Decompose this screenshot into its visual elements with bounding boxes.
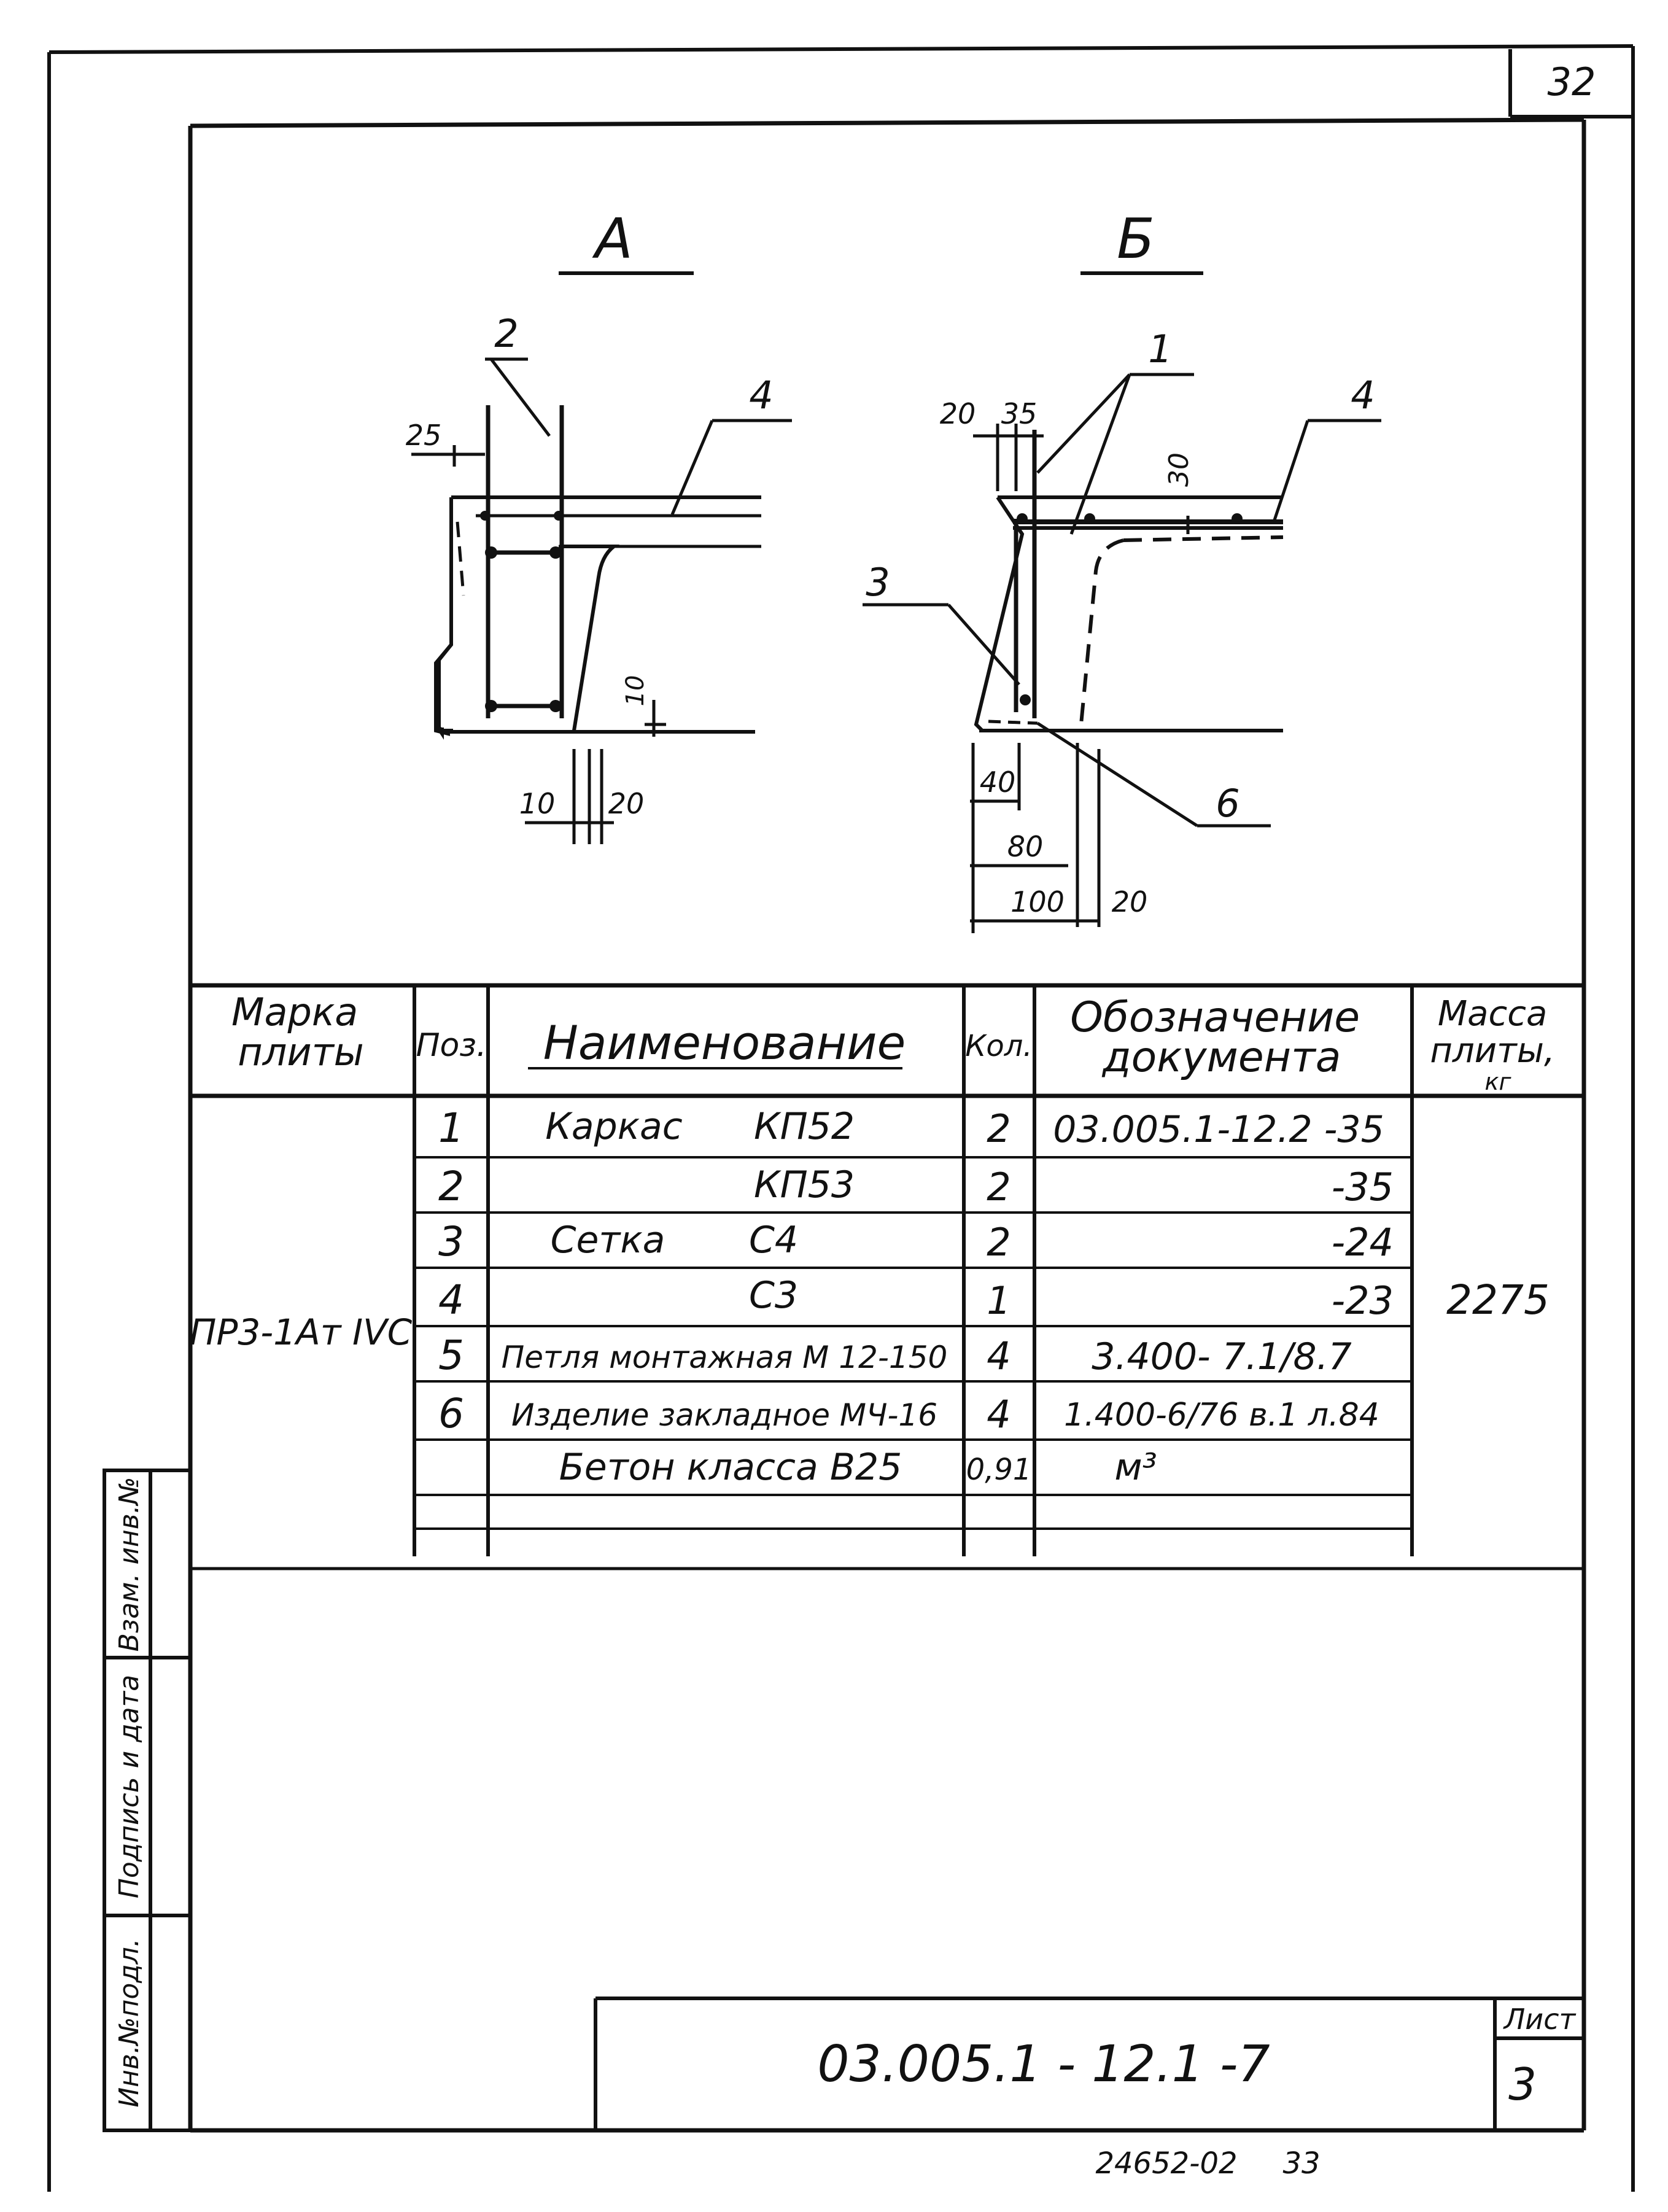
header-mark-line-2: плиты	[238, 1030, 364, 1074]
header-qty: Кол.	[965, 1029, 1033, 1063]
header-mass-line-1: Масса	[1437, 994, 1548, 1034]
document-designation: 03.005.1 - 12.1 -7	[817, 2035, 1270, 2094]
row-7-qty: 0,91	[966, 1453, 1032, 1487]
header-pos: Поз.	[416, 1027, 487, 1064]
row-2-doc: -35	[1331, 1165, 1394, 1209]
stamp-field-signature-date: Подпись и дата	[114, 1674, 145, 1899]
row-2-item: КП53	[753, 1163, 855, 1206]
sheet-number: 3	[1508, 2059, 1537, 2110]
section-a-callout-2: 2	[494, 311, 519, 356]
header-doc-line-2: документа	[1102, 1033, 1341, 1082]
section-b-dim-30-vertical: 30	[1163, 452, 1195, 487]
header-mass-line-2: плиты,	[1430, 1031, 1555, 1071]
row-3-name: Сетка	[550, 1219, 665, 1262]
row-1-pos: 1	[438, 1104, 464, 1152]
section-b-callout-1: 1	[1148, 327, 1173, 371]
footer-code: 24652-02	[1095, 2146, 1238, 2181]
row-4-doc: -23	[1331, 1278, 1394, 1323]
row-1-item: КП52	[753, 1105, 855, 1148]
section-b-dim-100: 100	[1010, 885, 1065, 918]
sheet-label: Лист	[1503, 2003, 1576, 2036]
row-6-name: Изделие закладное МЧ-16	[511, 1397, 938, 1433]
section-a-dim-10: 10	[519, 787, 556, 820]
header-doc	[1070, 993, 1373, 1082]
row-1-qty: 2	[987, 1106, 1011, 1151]
row-2-qty: 2	[987, 1165, 1011, 1209]
stamp-field-replaced-inv: Взам. инв.№	[114, 1477, 145, 1652]
row-4-qty: 1	[987, 1278, 1011, 1323]
header-mass-line-3: кг	[1484, 1068, 1511, 1095]
row-4-pos: 4	[438, 1276, 464, 1324]
section-b-dim-40: 40	[979, 766, 1016, 799]
section-a-dim-20: 20	[608, 787, 645, 820]
section-a-dim-25: 25	[405, 419, 442, 452]
section-b-title: Б	[1117, 207, 1155, 271]
row-7-doc: м³	[1114, 1446, 1157, 1489]
section-b-dim-35: 35	[1001, 397, 1038, 430]
plate-mass: 2275	[1446, 1276, 1550, 1324]
section-a-title: А	[595, 207, 633, 271]
section-b-callout-6: 6	[1216, 781, 1240, 826]
row-5-name: Петля монтажная М 12-150	[501, 1340, 948, 1375]
row-3-qty: 2	[987, 1220, 1011, 1265]
stamp-field-inv-no: Инв.№подл.	[114, 1938, 145, 2108]
section-b-callout-4: 4	[1351, 373, 1375, 417]
row-3-doc: -24	[1331, 1220, 1394, 1265]
header-mark	[231, 990, 370, 1074]
row-6-qty: 4	[987, 1392, 1011, 1437]
sheet-corner-number: 32	[1547, 60, 1596, 104]
row-1-name: Каркас	[545, 1105, 683, 1148]
section-b-dim-20-bottom: 20	[1111, 885, 1148, 918]
section-b-callout-3: 3	[866, 560, 890, 605]
header-mark-line-1: Марка	[231, 990, 359, 1034]
row-6-doc: 1.400-6/76 в.1 л.84	[1064, 1397, 1379, 1434]
section-a-dim-10-vertical: 10	[621, 675, 650, 707]
section-a-callout-4: 4	[749, 373, 774, 417]
row-5-pos: 5	[438, 1332, 464, 1379]
section-b-dim-80: 80	[1007, 830, 1044, 863]
row-2-pos: 2	[438, 1163, 464, 1210]
section-b-dim-20-top: 20	[939, 397, 976, 430]
row-3-item: С4	[748, 1219, 799, 1262]
row-6-pos: 6	[438, 1390, 464, 1437]
header-name: Наименование	[543, 1015, 906, 1070]
row-3-pos: 3	[438, 1218, 464, 1265]
row-5-doc: 3.400- 7.1/8.7	[1092, 1335, 1352, 1378]
footer-page: 33	[1282, 2146, 1321, 2181]
row-5-qty: 4	[987, 1333, 1011, 1378]
plate-mark: ПР3-1Ат IVС	[189, 1311, 413, 1353]
row-1-doc: 03.005.1-12.2 -35	[1053, 1108, 1384, 1151]
row-7-name: Бетон класса В25	[559, 1446, 902, 1489]
header-doc-line-1: Обозначение	[1070, 993, 1360, 1042]
row-4-item: С3	[748, 1274, 799, 1317]
